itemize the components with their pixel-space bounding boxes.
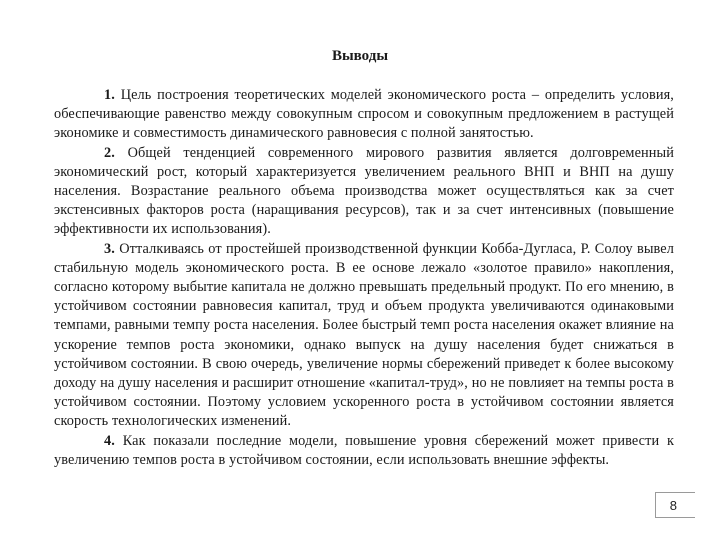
paragraph-text: Отталкиваясь от простейшей производственной функции Кобба-Дугласа, Р. Солоу вывел стабильную модель экономического роста. В ее основе лежало «золотое правило» накопления, согласно которому выбытие капитала не должно превышать предельный продукт. По его мнению, в устойчивом состоянии равновесия капитал, труд и объем продукта увеличиваются одинаковыми темпами, равными темпу роста населения. Более быстрый темп роста населения окажет влияние на ускорение темпов роста экономики, однако выпуск на душу населения будет снижаться в устойчивом состоянии. В свою очередь, увеличение нормы сбережений приведет к более высокому доходу на душу населения и расширит отношение «капитал-труд», но не повлияет на темпы роста в устойчивом состоянии. Поэтому условием ускоренного роста в устойчивом состоянии является скорость технологических изменений. xyxy=(54,240,674,430)
paragraph-text: Как показали последние модели, повышение уровня сбережений может привести к увеличению темпов роста в устойчивом состоянии, если использовать внешние эффекты. xyxy=(54,432,674,468)
page-number: 8 xyxy=(655,492,695,518)
paragraph-4 xyxy=(54,432,674,470)
page-title: Выводы xyxy=(331,48,389,64)
paragraph-1 xyxy=(54,86,674,144)
paragraph-number: 4. xyxy=(104,432,115,449)
paragraph-text: Общей тенденцией современного мирового развития является долговременный экономический рост, который характеризуется увеличением реального ВНП и ВНП на душу населения. Возрастание реального объема производства может осуществляться как за счет экстенсивных факторов роста (наращивания ресурсов), так и за счет интенсивных (повышение эффективности их использования). xyxy=(54,144,674,238)
paragraph-number: 3. xyxy=(104,240,115,257)
paragraph-2 xyxy=(54,144,674,240)
paragraph-text: Цель построения теоретических моделей экономического роста – определить условия, обеспечивающие равенство между совокупным спросом и совокупным предложением в растущей экономике и совместимость динамического равновесия с полной занятостью. xyxy=(54,87,674,142)
paragraph-3 xyxy=(54,240,674,432)
conclusions-body xyxy=(54,86,674,470)
paragraph-number: 2. xyxy=(104,144,115,161)
paragraph-number: 1. xyxy=(104,87,115,103)
